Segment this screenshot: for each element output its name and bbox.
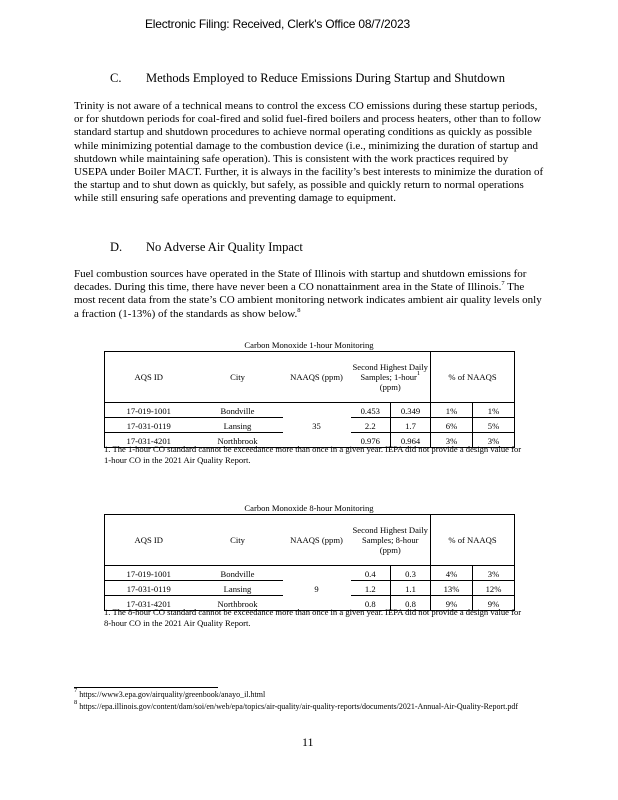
co-1hour-table (104, 351, 515, 448)
aqs-id-cell: 17-019-1001 (126, 405, 171, 416)
sample-2-cell: 0.3 (391, 566, 431, 581)
table1-caption: Carbon Monoxide 1-hour Monitoring (244, 340, 374, 350)
sample-1-cell: 0.4 (351, 566, 391, 581)
footnote-8 (74, 699, 554, 713)
section-d-heading (110, 240, 303, 255)
pct-1-cell: 13% (431, 581, 473, 596)
pct-2-cell: 3% (487, 435, 500, 446)
pct-2-cell: 12% (485, 583, 502, 594)
city-cell: Lansing (223, 420, 252, 431)
section-c-letter: C. (110, 71, 122, 85)
header-second-highest-text: Second Highest Daily Samples; 1-hour (352, 362, 428, 382)
sample-1-cell: 2.2 (351, 418, 391, 433)
header-second-highest-unit: (ppm) (379, 545, 401, 555)
table2-note: 1. The 8-hour CO standard cannot be exceedance more than once in a given year. IEPA did not provide a design value for 8-hour CO in the 2021 Air Quality Report. (104, 607, 522, 628)
pct-1-cell: 9% (431, 596, 473, 611)
page-number: 11 (302, 735, 314, 749)
header-city: City (230, 372, 245, 382)
header-city: City (230, 535, 245, 545)
filing-stamp: Electronic Filing: Received, Clerk's Office 08/7/2023 (145, 17, 410, 31)
city-cell: Lansing (223, 583, 252, 594)
naaqs-cell: 9 (314, 583, 319, 594)
header-aqs-id: AQS ID (134, 535, 163, 545)
footnote-ref-7[interactable]: 7 (501, 280, 505, 288)
header-aqs-id: AQS ID (134, 372, 163, 382)
pct-1-cell: 3% (431, 433, 473, 448)
sample-2-cell: 1.1 (391, 581, 431, 596)
footnote-divider (74, 687, 218, 688)
sample-1-cell: 1.2 (351, 581, 391, 596)
sample-2-cell: 0.349 (391, 403, 431, 418)
footnote-8-number: 8 (74, 699, 78, 706)
aqs-id-cell: 17-031-0119 (126, 583, 171, 594)
city-cell: Northbrook (217, 598, 258, 609)
header-second-highest-unit: (ppm) (379, 382, 401, 392)
sample-1-cell: 0.976 (351, 433, 391, 448)
pct-2-cell: 5% (487, 420, 500, 431)
footnote-7 (74, 687, 554, 701)
section-d-title: No Adverse Air Quality Impact (146, 240, 303, 254)
footnote-7-link[interactable]: https://www3.epa.gov/airquality/greenbook/anayo_il.html (77, 690, 266, 699)
section-d-letter: D. (110, 240, 123, 254)
city-cell: Bondville (220, 405, 255, 416)
footnote-ref-8[interactable]: 8 (297, 306, 301, 314)
header-naaqs: NAAQS (ppm) (290, 535, 343, 545)
section-c-heading (110, 71, 505, 86)
aqs-id-cell: 17-031-4201 (126, 435, 171, 446)
aqs-id-cell: 17-019-1001 (126, 568, 171, 579)
section-d-text-1: Fuel combustion sources have operated in the State of Illinois with startup and shutdown emissions for decades. During this time, there have never been a CO nonattainment area in the State of Illinois. (74, 268, 527, 294)
header-naaqs: NAAQS (ppm) (290, 372, 343, 382)
aqs-id-cell: 17-031-4201 (126, 598, 171, 609)
pct-1-cell: 6% (431, 418, 473, 433)
table2-caption: Carbon Monoxide 8-hour Monitoring (244, 503, 374, 513)
sample-2-cell: 1.7 (391, 418, 431, 433)
sample-1-cell: 0.8 (351, 596, 391, 611)
footnote-7-number: 7 (74, 687, 78, 694)
footnote-8-link[interactable]: https://epa.illinois.gov/content/dam/soi/en/web/epa/topics/air-quality/air-quality-reports/documents/2021-Annual-Air-Quality-Report.pdf (77, 702, 519, 711)
header-note-ref: 1 (416, 370, 421, 377)
header-pct-naaqs: % of NAAQS (448, 535, 497, 545)
header-second-highest-text: Second Highest Daily Samples; 8-hour (352, 525, 428, 545)
naaqs-cell: 35 (312, 420, 321, 431)
city-cell: Northbrook (217, 435, 258, 446)
table1-note: 1. The 1-hour CO standard cannot be exceedance more than once in a given year. IEPA did not provide a design value for 1-hour CO in the 2021 Air Quality Report. (104, 444, 522, 465)
header-second-highest (351, 352, 431, 403)
section-d-text-2: The most recent data from the state’s CO ambient monitoring network indicates ambient air quality levels only a fraction (1-13%) of the standards as show below. (74, 281, 542, 320)
co-8hour-table (104, 514, 515, 611)
pct-2-cell: 9% (487, 598, 500, 609)
pct-2-cell: 3% (487, 568, 500, 579)
city-cell: Bondville (220, 568, 255, 579)
section-c-paragraph: Trinity is not aware of a technical means to control the excess CO emissions during these startup periods, or for shutdown periods for coal-fired and solid fuel-fired boilers and process heaters, other than to follow standard startup and shutdown procedures to achieve normal operating conditions as quickly as possible while minimizing potential damage to the combustion device (i.e., minimizing the duration of startup and shutdown while maintaining safe operation). This is consistent with the work practices required by USEPA under Boiler MACT. Further, it is always in the facility’s best interests to minimize the duration of the startup and to shut down as quickly, but safely, as possible and quickly return to normal operations while still ensuring safe operations and preventing damage to equipment. (74, 100, 544, 205)
table-row (105, 403, 515, 418)
table-row (105, 566, 515, 581)
section-d-paragraph (74, 268, 544, 321)
pct-1-cell: 1% (431, 403, 473, 418)
sample-2-cell: 0.964 (391, 433, 431, 448)
header-second-highest (351, 515, 431, 566)
header-pct-naaqs: % of NAAQS (448, 372, 497, 382)
pct-2-cell: 1% (487, 405, 500, 416)
sample-1-cell: 0.453 (351, 403, 391, 418)
section-c-title: Methods Employed to Reduce Emissions During Startup and Shutdown (146, 71, 506, 85)
aqs-id-cell: 17-031-0119 (126, 420, 171, 431)
pct-1-cell: 4% (431, 566, 473, 581)
sample-2-cell: 0.8 (391, 596, 431, 611)
